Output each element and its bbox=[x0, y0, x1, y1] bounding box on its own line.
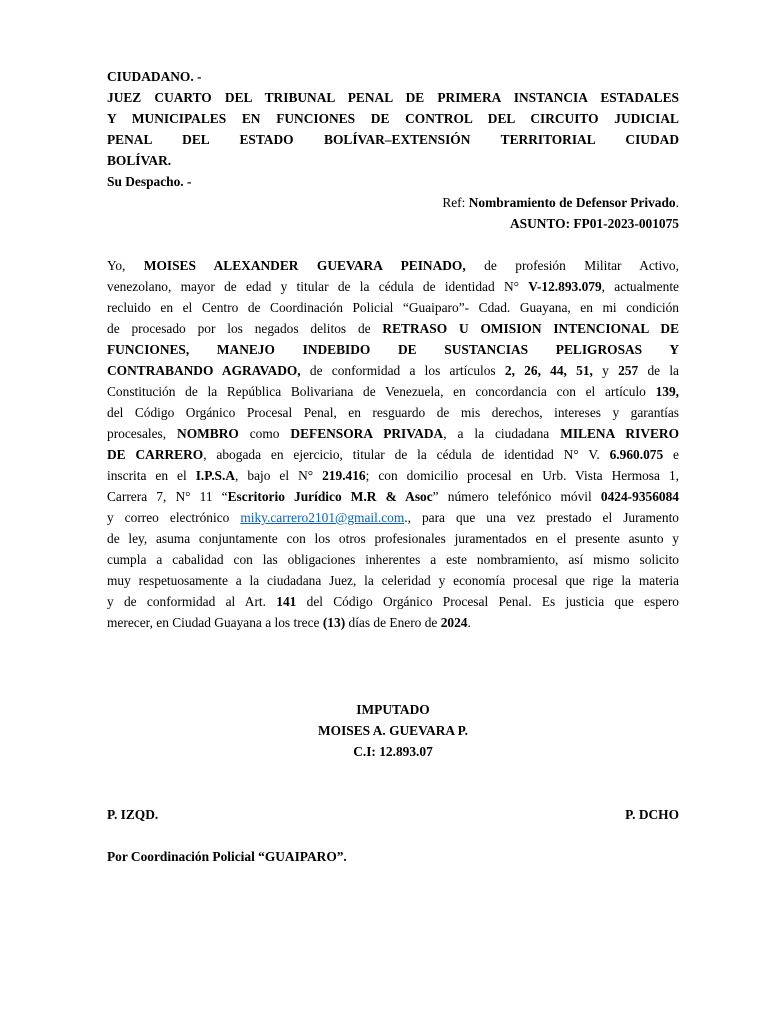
body-line-15: cumpla a cabalidad con las obligaciones inherentes a este nombramiento, así mismo solicito bbox=[107, 552, 679, 567]
addressee-court-line-1: JUEZ CUARTO DEL TRIBUNAL PENAL DE PRIMERA INSTANCIA ESTADALES bbox=[107, 90, 679, 105]
document-page bbox=[107, 66, 679, 633]
addressee-court-line-4: BOLÍVAR. bbox=[107, 153, 172, 168]
body-line-13: y correo electrónico miky.carrero2101@gmail.com., para que una vez prestado el Juramento bbox=[107, 510, 679, 525]
body-paragraph bbox=[107, 255, 679, 633]
body-line-7: Constitución de la República Bolivariana de Venezuela, en concordancia con el artículo 139, bbox=[107, 384, 679, 399]
body-line-5: FUNCIONES, MANEJO INDEBIDO DE SUSTANCIAS PELIGROSAS Y bbox=[107, 342, 679, 357]
fingerprint-labels bbox=[107, 804, 679, 825]
body-line-6: CONTRABANDO AGRAVADO, de conformidad a los artículos 2, 26, 44, 51, y 257 de la bbox=[107, 363, 680, 378]
body-line-12: Carrera 7, N° 11 “Escritorio Jurídico M.R & Asoc” número telefónico móvil 0424-9356084 bbox=[107, 489, 679, 504]
body-line-14: de ley, asuma conjuntamente con los otros profesionales juramentados en el presente asunto y bbox=[107, 531, 679, 546]
body-line-16: muy respetuosamente a la ciudadana Juez, la celeridad y economía procesal que rige la materia bbox=[107, 573, 679, 588]
asunto-line: ASUNTO: FP01-2023-001075 bbox=[510, 216, 679, 231]
fingerprint-left-label: P. IZQD. bbox=[107, 807, 159, 822]
signature-name: MOISES A. GUEVARA P. bbox=[318, 723, 468, 738]
body-line-9: procesales, NOMBRO como DEFENSORA PRIVADA, a la ciudadana MILENA RIVERO bbox=[107, 426, 680, 441]
signature-block bbox=[107, 699, 679, 762]
body-line-8: del Código Orgánico Procesal Penal, en resguardo de mis derechos, intereses y garantías bbox=[107, 405, 679, 420]
signature-role: IMPUTADO bbox=[356, 702, 430, 717]
ref-end: . bbox=[675, 195, 679, 210]
body-line-17: y de conformidad al Art. 141 del Código Orgánico Procesal Penal. Es justicia que espero bbox=[107, 594, 679, 609]
footer-note: Por Coordinación Policial “GUAIPARO”. bbox=[107, 849, 347, 864]
ref-value: Nombramiento de Defensor Privado bbox=[468, 195, 676, 210]
body-line-1: Yo, MOISES ALEXANDER GUEVARA PEINADO, de profesión Militar Activo, bbox=[107, 258, 679, 273]
addressee-court-line-3: PENAL DEL ESTADO BOLÍVAR–EXTENSIÓN TERRITORIAL CIUDAD bbox=[107, 132, 679, 147]
body-line-2: venezolano, mayor de edad y titular de la cédula de identidad N° V-12.893.079, actualmente bbox=[107, 279, 679, 294]
despacho-line: Su Despacho. - bbox=[107, 174, 192, 189]
body-line-18: merecer, en Ciudad Guayana a los trece (13) días de Enero de 2024. bbox=[107, 615, 471, 630]
reference-line bbox=[107, 192, 679, 213]
addressee-court-line-2: Y MUNICIPALES EN FUNCIONES DE CONTROL DEL CIRCUITO JUDICIAL bbox=[107, 111, 679, 126]
addressee-line: CIUDADANO. - bbox=[107, 69, 202, 84]
ref-label: Ref: bbox=[442, 195, 469, 210]
fingerprint-right-label: P. DCHO bbox=[625, 807, 679, 822]
signature-ci: C.I: 12.893.07 bbox=[353, 744, 433, 759]
body-line-10: DE CARRERO, abogada en ejercicio, titular de la cédula de identidad N° V. 6.960.075 e bbox=[107, 447, 679, 462]
body-line-11: inscrita en el I.P.S.A, bajo el N° 219.416; con domicilio procesal en Urb. Vista Hermosa 1, bbox=[107, 468, 680, 483]
email-link[interactable]: miky.carrero2101@gmail.com bbox=[240, 510, 405, 525]
body-line-4: de procesado por los negados delitos de RETRASO U OMISION INTENCIONAL DE bbox=[107, 321, 679, 336]
body-line-3: recluido en el Centro de Coordinación Policial “Guaiparo”- Cdad. Guayana, en mi condición bbox=[107, 300, 679, 315]
